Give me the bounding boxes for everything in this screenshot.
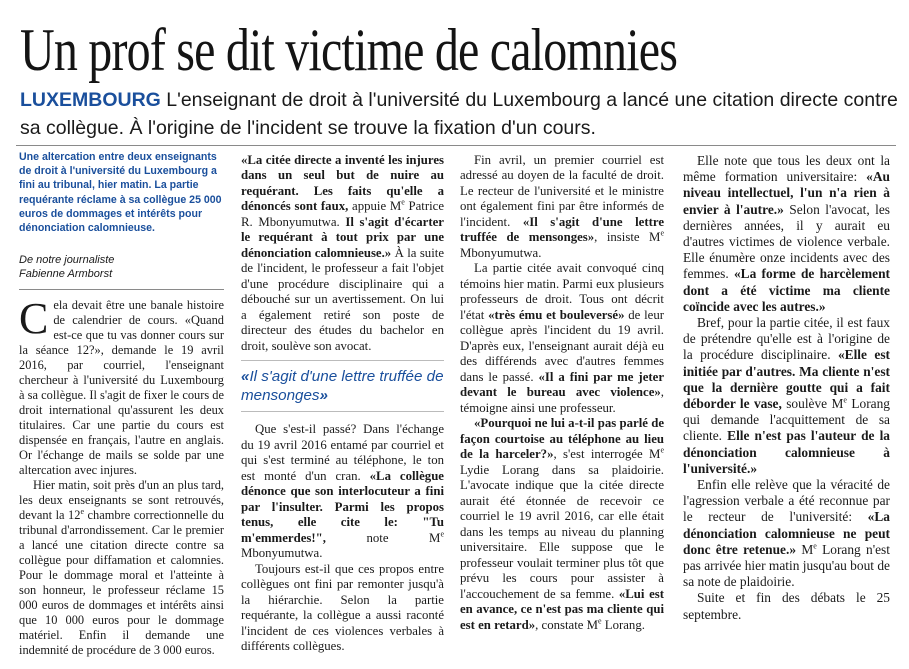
body-paragraph-5: Fin avril, un premier courriel est adressé au doyen de la faculté de droit. Le recteur de l'université et le ministre ont également fini par être informés de l'incident. «Il s'agit d'une lettre truffée de mensonges», insiste Me Mbonyumutwa. [460,153,665,260]
kicker: LUXEMBOURG [20,89,161,111]
byline-role: De notre journaliste [19,254,115,267]
byline [19,253,224,281]
body-paragraph-1: Cela devait être une banale histoire de calendrier de cours. «Quand est-ce que tu vas donner cours sur la séance 12?», demande le 19 avril 2016, par courriel, l'enseignant chercheur à l'université du Luxembourg à sa collègue. Il s'agit de fixer le cours de droit international qu'assurent les deux titulaires. Car une partie du cours est dispensée en français, l'autre en anglais. Or l'échange de mails se solde par une altercation avec injures. [19,294,224,478]
body-paragraph-11: Suite et fin des débats le 25 septembre. [683,590,890,622]
body-paragraph-7: «Pourquoi ne lui a-t-il pas parlé de façon courtoise au téléphone au lieu de la harceler?», s'est interrogée Me Lydie Lorang dans sa plaidoirie. L'avocate indique que la citée directe aurait été étonnée de recevoir ce courriel le 19 avril 2016, car elle était dans les temps au niveau du planning universitaire. Elle suppose que le professeur voulait terminer plus tôt que prévu les cours pour assister à l'accouchement de sa femme. «Lui est en avance, ce n'est pas ma cliente qui est en retard», constate Me Lorang. [460,416,664,632]
body-paragraph-9: Bref, pour la partie citée, il est faux de prétendre qu'elle est à l'origine de la procédure disciplinaire. «Elle est initiée par d'autres. Ma cliente n'est que la dernière goutte qui a fait déborder le vase, soulève Me Lorang qui demande l'acquittement de sa cliente. Elle n'est pas l'auteur de la dénonciation calomnieuse à l'université.» [683,315,890,476]
body-paragraph-4a: Toujours est-il que ces propos entre collègues ont fini par remonter jusqu'à la hiérarchie. Selon la partie requérante, la collègue a aussi raconté l'incident de ces violences verbales à différents collègues. [241,561,444,654]
body-paragraph-10: Enfin elle relève que la véracité de l'agression verbale a été reconnue par le recteur de l'université: «La dénonciation calomnieuse ne peut donc être retenue.» Me Lorang n'est pas arrivée hier matin jusqu'au bout de sa note de plaidoirie. [683,477,890,590]
column-4 [683,153,890,623]
byline-divider [19,289,224,290]
drop-cap: C [19,294,49,344]
pull-quote [241,360,444,412]
body-paragraph-8: Elle note que tous les deux ont la même formation universitaire: «Au niveau intellectuel, l'un n'a rien à envier à l'autre.» Selon l'avocat, les dernières années, il y aurait eu d'autres victimes de violence verbale. Elle énumère onze incidents avec des femmes. «La forme de harcèlement dont a été victime ma cliente coïncide avec les autres.» [683,153,891,314]
deck [20,86,905,142]
deck-text: L'enseignant de droit à l'université du Luxembourg a lancé une citation directe contre sa collègue. À l'origine de l'incident se trouve la fixation d'un cours. [20,89,898,139]
body-paragraph-2b: «La citée directe a inventé les injures dans un seul but de nuire au requérant. Les faits qu'elle a dénoncés sont faux, appuie Me Patrice R. Mbonyumutwa. Il s'agit d'écarter le requérant à tout prix par une dénonciation calomnieuse.» À la suite de l'incident, le professeur a fait l'objet d'une procédure disciplinaire qui a débouché sur un avertissement. On lui a également retiré son poste de directeur des études du bachelor en droit, soulève son avocat. [241,153,444,353]
lead-paragraph: Une altercation entre deux enseignants de droit à l'université du Luxembourg a fini au tribunal, hier matin. La partie requérante réclame à sa collègue 25 000 euros de dommages et intérêts pour dénonciation calomnieuse. [19,151,222,235]
column-2 [241,153,444,655]
pull-quote-text: «Il s'agit d'une lettre truffée de mensonges» [241,368,444,405]
headline: Un prof se dit victime de calomnies [20,17,678,83]
column-1 [19,150,224,658]
top-divider [16,145,896,146]
byline-author: Fabienne Armborst [19,268,113,281]
body-paragraph-6: La partie citée avait convoqué cinq témoins hier matin. Parmi eux plusieurs professeurs de droit. Tous ont décrit l'état «très ému et bouleversé» de leur collègue après l'incident du 19 avril. D'après eux, l'enseignant aurait déjà eu des différends avec d'autres femmes dans le passé. «Il a fini par me jeter devant le bureau avec violence», témoigne ainsi une professeur. [460,261,665,415]
body-paragraph-2a: Hier matin, soit près d'un an plus tard, les deux enseignants se sont retrouvés, devant la 12e chambre correctionnelle du tribunal d'arrondissement. Car le premier a lancé une citation directe contre sa collègue pour diffamation et calomnies. Pour le dommage moral et l'atteinte à son honneur, le professeur réclame 15 000 euros de dommages et intérêts ainsi que 10 000 euros pour le dommage matériel. Enfin il demande une indemnité de procédure de 3 000 euros. [19,478,224,658]
column-3 [460,153,664,633]
body-paragraph-3: Que s'est-il passé? Dans l'échange du 19 avril 2016 entamé par courriel et qui s'est terminé au téléphone, le ton est monté d'un cran. «La collègue dénonce que son interlocuteur a fini par l'insulter. Parmi les propos tenus, elle cite le: "Tu m'emmerdes!", note Me Mbonyumutwa. [241,422,444,561]
